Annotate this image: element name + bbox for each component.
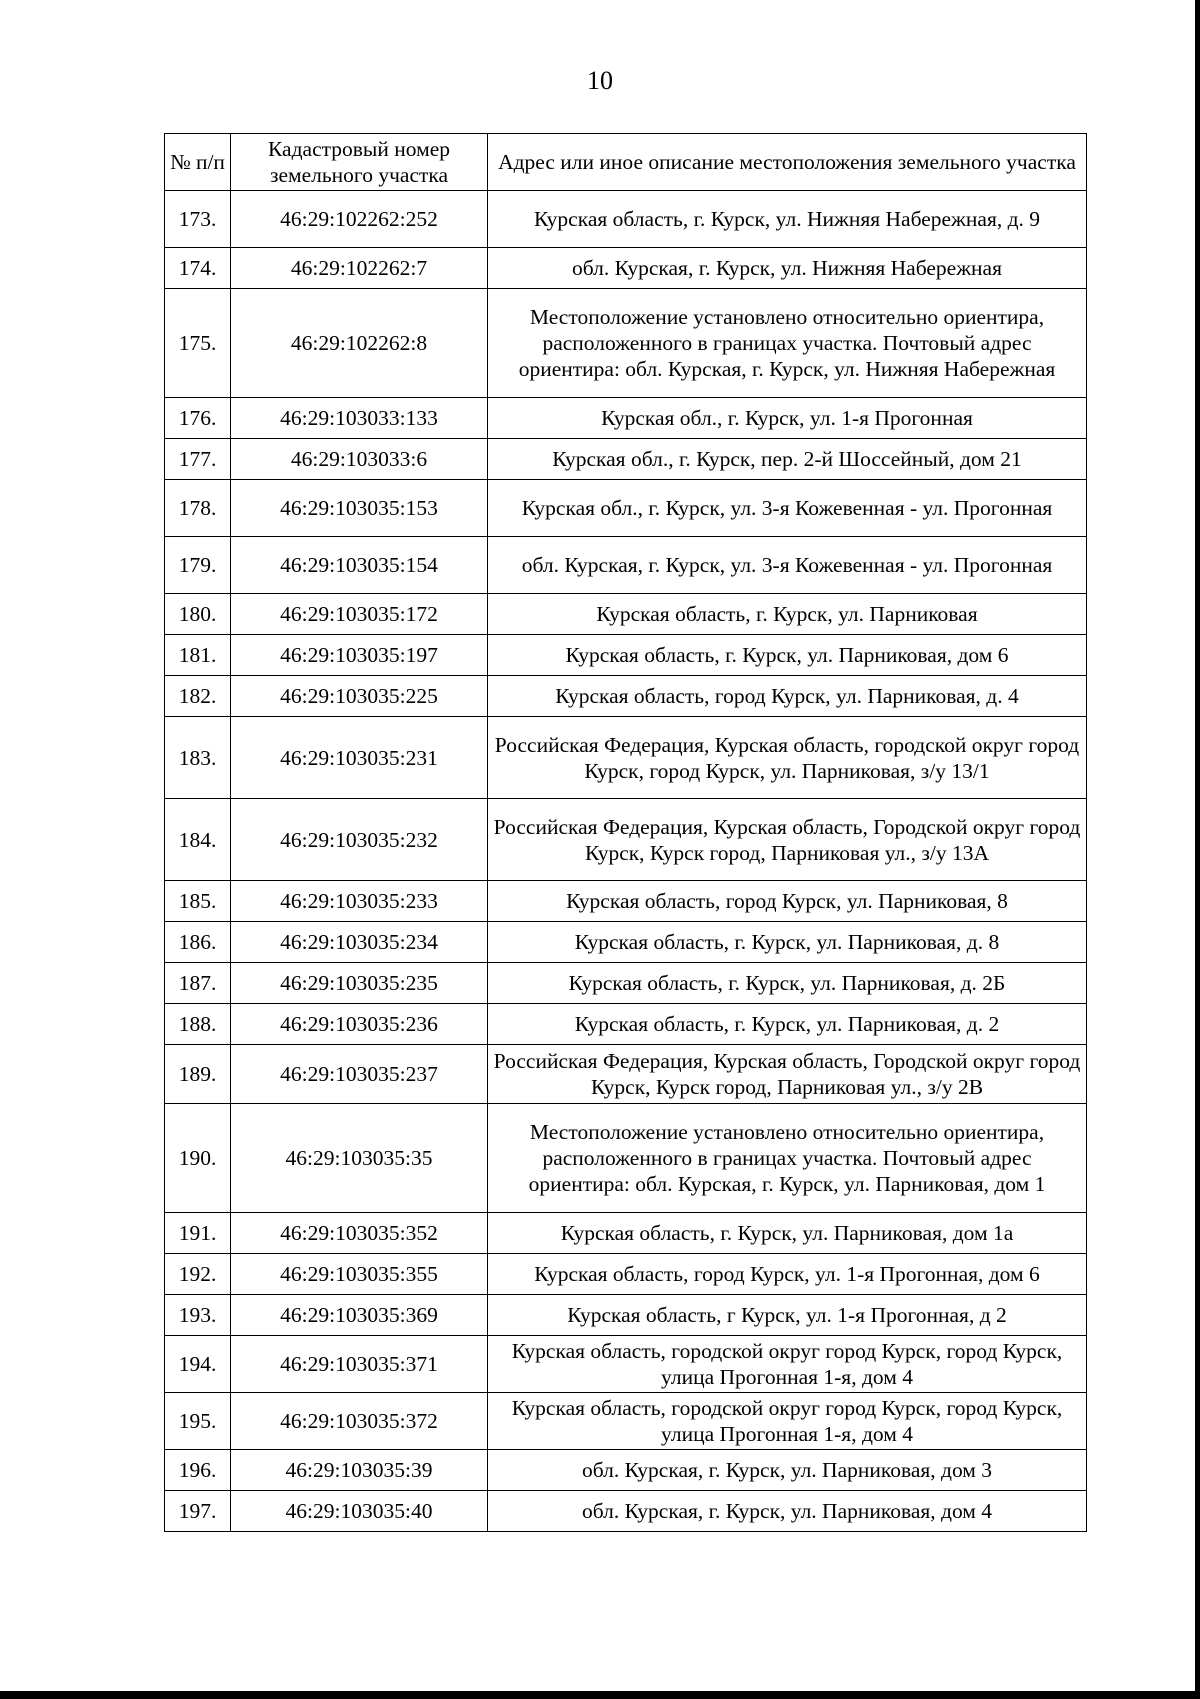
row-number: 196. <box>165 1450 231 1491</box>
table-row <box>165 963 1087 1004</box>
address: Курская область, г. Курск, ул. Парниковая, д. 2Б <box>488 963 1087 1004</box>
row-number: 185. <box>165 881 231 922</box>
table-row <box>165 1254 1087 1295</box>
cadastral-number: 46:29:103033:133 <box>231 398 488 439</box>
address: Местоположение установлено относительно ориентира, расположенного в границах участка. Почтовый адрес ориентира: обл. Курская, г. Курск, ул. Парниковая, дом 1 <box>488 1104 1087 1213</box>
address: обл. Курская, г. Курск, ул. Парниковая, дом 4 <box>488 1491 1087 1532</box>
table-row <box>165 1045 1087 1104</box>
address: Курская область, г. Курск, ул. Парниковая, д. 8 <box>488 922 1087 963</box>
row-number: 182. <box>165 676 231 717</box>
cadastral-number: 46:29:103035:355 <box>231 1254 488 1295</box>
address: Курская область, г Курск, ул. 1-я Прогонная, д 2 <box>488 1295 1087 1336</box>
row-number: 179. <box>165 537 231 594</box>
table-row <box>165 635 1087 676</box>
cadastral-number: 46:29:103035:35 <box>231 1104 488 1213</box>
row-number: 189. <box>165 1045 231 1104</box>
cadastral-number: 46:29:103035:372 <box>231 1393 488 1450</box>
land-plot-table <box>164 133 1087 1532</box>
cadastral-number: 46:29:103035:236 <box>231 1004 488 1045</box>
row-number: 190. <box>165 1104 231 1213</box>
table-row <box>165 676 1087 717</box>
table-row <box>165 717 1087 799</box>
cadastral-number: 46:29:103035:154 <box>231 537 488 594</box>
table-row <box>165 922 1087 963</box>
table-row <box>165 594 1087 635</box>
address: Местоположение установлено относительно ориентира, расположенного в границах участка. Почтовый адрес ориентира: обл. Курская, г. Курск, ул. Нижняя Набережная <box>488 289 1087 398</box>
table-row <box>165 289 1087 398</box>
cadastral-number: 46:29:103035:172 <box>231 594 488 635</box>
address: Курская обл., г. Курск, пер. 2-й Шоссейный, дом 21 <box>488 439 1087 480</box>
table-row <box>165 1213 1087 1254</box>
table-row <box>165 537 1087 594</box>
cadastral-number: 46:29:103035:233 <box>231 881 488 922</box>
cadastral-number: 46:29:103035:225 <box>231 676 488 717</box>
table-row <box>165 439 1087 480</box>
table-row <box>165 1450 1087 1491</box>
row-number: 174. <box>165 248 231 289</box>
scan-border-right <box>1195 0 1200 1699</box>
cadastral-number: 46:29:103035:352 <box>231 1213 488 1254</box>
cadastral-number: 46:29:103035:40 <box>231 1491 488 1532</box>
row-number: 192. <box>165 1254 231 1295</box>
address: Курская область, городской округ город Курск, город Курск, улица Прогонная 1-я, дом 4 <box>488 1393 1087 1450</box>
address: Российская Федерация, Курская область, Городской округ город Курск, Курск город, Парниковая ул., з/у 13А <box>488 799 1087 881</box>
address: Курская область, г. Курск, ул. Нижняя Набережная, д. 9 <box>488 191 1087 248</box>
row-number: 191. <box>165 1213 231 1254</box>
address: Курская область, город Курск, ул. 1-я Прогонная, дом 6 <box>488 1254 1087 1295</box>
address: Курская обл., г. Курск, ул. 3-я Кожевенная - ул. Прогонная <box>488 480 1087 537</box>
address: Курская область, город Курск, ул. Парниковая, 8 <box>488 881 1087 922</box>
header-number: № п/п <box>165 134 231 191</box>
address: Курская область, город Курск, ул. Парниковая, д. 4 <box>488 676 1087 717</box>
address: обл. Курская, г. Курск, ул. Нижняя Набережная <box>488 248 1087 289</box>
table-row <box>165 1491 1087 1532</box>
row-number: 188. <box>165 1004 231 1045</box>
cadastral-number: 46:29:103035:369 <box>231 1295 488 1336</box>
cadastral-number: 46:29:103035:153 <box>231 480 488 537</box>
cadastral-number: 46:29:103035:235 <box>231 963 488 1004</box>
table-row <box>165 248 1087 289</box>
cadastral-number: 46:29:103035:197 <box>231 635 488 676</box>
cadastral-number: 46:29:102262:7 <box>231 248 488 289</box>
cadastral-number: 46:29:103035:371 <box>231 1336 488 1393</box>
address: Курская область, городской округ город Курск, город Курск, улица Прогонная 1-я, дом 4 <box>488 1336 1087 1393</box>
row-number: 180. <box>165 594 231 635</box>
table-row <box>165 480 1087 537</box>
address: обл. Курская, г. Курск, ул. Парниковая, дом 3 <box>488 1450 1087 1491</box>
address: обл. Курская, г. Курск, ул. 3-я Кожевенная - ул. Прогонная <box>488 537 1087 594</box>
row-number: 181. <box>165 635 231 676</box>
table-row <box>165 1393 1087 1450</box>
row-number: 178. <box>165 480 231 537</box>
address: Курская область, г. Курск, ул. Парниковая <box>488 594 1087 635</box>
address: Российская Федерация, Курская область, Городской округ город Курск, Курск город, Парниковая ул., з/у 2В <box>488 1045 1087 1104</box>
address: Курская область, г. Курск, ул. Парниковая, дом 1а <box>488 1213 1087 1254</box>
address: Российская Федерация, Курская область, городской округ город Курск, город Курск, ул. Парниковая, з/у 13/1 <box>488 717 1087 799</box>
cadastral-number: 46:29:103035:39 <box>231 1450 488 1491</box>
header-address: Адрес или иное описание местоположения земельного участка <box>488 134 1087 191</box>
row-number: 183. <box>165 717 231 799</box>
row-number: 184. <box>165 799 231 881</box>
cadastral-number: 46:29:103035:231 <box>231 717 488 799</box>
cadastral-number: 46:29:103035:234 <box>231 922 488 963</box>
row-number: 187. <box>165 963 231 1004</box>
table-row <box>165 191 1087 248</box>
row-number: 177. <box>165 439 231 480</box>
table-row <box>165 1336 1087 1393</box>
cadastral-number: 46:29:103035:232 <box>231 799 488 881</box>
address: Курская область, г. Курск, ул. Парниковая, дом 6 <box>488 635 1087 676</box>
cadastral-number: 46:29:102262:8 <box>231 289 488 398</box>
table-row <box>165 398 1087 439</box>
table-row <box>165 881 1087 922</box>
row-number: 194. <box>165 1336 231 1393</box>
table-row <box>165 1004 1087 1045</box>
address: Курская область, г. Курск, ул. Парниковая, д. 2 <box>488 1004 1087 1045</box>
row-number: 193. <box>165 1295 231 1336</box>
cadastral-number: 46:29:103033:6 <box>231 439 488 480</box>
table-row <box>165 1104 1087 1213</box>
row-number: 173. <box>165 191 231 248</box>
row-number: 176. <box>165 398 231 439</box>
scan-border-bottom <box>0 1691 1200 1699</box>
header-cadastral-number: Кадастровый номер земельного участка <box>231 134 488 191</box>
row-number: 197. <box>165 1491 231 1532</box>
cadastral-number: 46:29:103035:237 <box>231 1045 488 1104</box>
land-plot-table-container <box>164 133 1086 1532</box>
table-row <box>165 1295 1087 1336</box>
table-header-row <box>165 134 1087 191</box>
page-number: 10 <box>587 66 613 95</box>
row-number: 195. <box>165 1393 231 1450</box>
row-number: 175. <box>165 289 231 398</box>
address: Курская обл., г. Курск, ул. 1-я Прогонная <box>488 398 1087 439</box>
table-row <box>165 799 1087 881</box>
row-number: 186. <box>165 922 231 963</box>
cadastral-number: 46:29:102262:252 <box>231 191 488 248</box>
